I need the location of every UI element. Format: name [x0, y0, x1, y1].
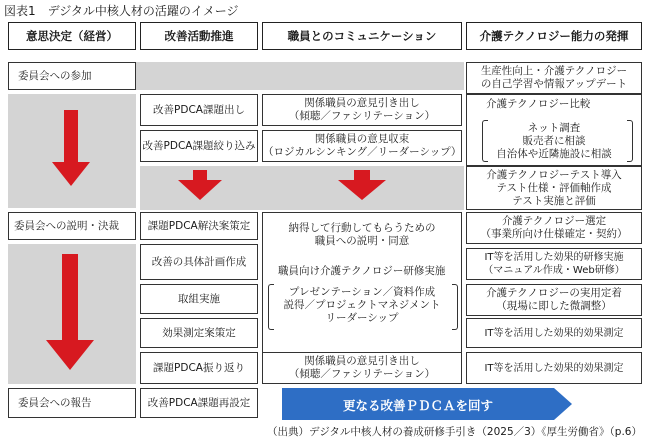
technology-t3-line2: テスト仕様・評価軸作成: [496, 181, 612, 194]
communication-c2-line1: 関係職員の意見収束: [314, 133, 410, 145]
down-arrow-communication: [338, 170, 386, 200]
down-arrow-improvement: [178, 170, 222, 200]
improvement-label-7: 課題PDCA振り返り: [153, 361, 245, 374]
technology-t1-line1: 生産性向上・介護テクノロジー: [480, 65, 628, 77]
decision-attend-label: 委員会への参加: [18, 70, 92, 82]
header-improvement: 改善活動推進: [140, 22, 258, 50]
improvement-label-1: 改善PDCA課題出し: [153, 103, 245, 116]
technology-t4-line1: 介護テクノロジー選定: [501, 215, 607, 227]
improvement-label-3: 課題PDCA解決案策定: [147, 219, 251, 232]
technology-t5-line2: （マニュアル作成・Web研修）: [483, 265, 625, 276]
technology-compare-item-3: 自治体や近隣施設に相談: [496, 148, 612, 160]
down-arrow-decision-2: [46, 254, 94, 370]
communication-c6-line2: （傾聴／ファシリテーション）: [288, 368, 436, 380]
pdca-banner-text: 更なる改善ＰＤＣＡを回す: [342, 398, 493, 413]
technology-compare-item-2: 販売者に相談: [522, 135, 586, 147]
technology-compare-title: 介護テクノロジー比較: [486, 98, 591, 110]
communication-c5-line2: 説得／プロジェクトマネジメント: [283, 299, 441, 311]
technology-t3-line1: 介護テクノロジーテスト導入: [486, 168, 622, 181]
technology-t4-line2: （事業所向け仕様確定・契約）: [480, 228, 628, 240]
improvement-label-5: 取組実施: [178, 292, 220, 305]
communication-c3-line2: 職員への説明・同意: [314, 235, 410, 247]
decision-report-label: 委員会への報告: [18, 397, 92, 409]
communication-c5-line1: プレゼンテーション／資料作成: [288, 286, 436, 298]
communication-c1-line2: （傾聴／ファシリテーション）: [288, 110, 436, 122]
down-arrow-decision-1: [52, 110, 90, 186]
technology-t1-line2: の自己学習や情報アップデート: [480, 78, 628, 90]
communication-c1-line1: 関係職員の意見引き出し: [304, 97, 420, 109]
technology-t6-line1: 介護テクノロジーの実用定着: [486, 287, 622, 299]
communication-c5-line3: リーダーシップ: [325, 312, 399, 324]
header-decision: 意思決定（経営）: [8, 22, 136, 50]
communication-c2-line2: （ロジカルシンキング／リーダーシップ）: [263, 146, 462, 158]
improvement-label-6: 効果測定案策定: [162, 326, 236, 339]
communication-training: 職員向け介護テクノロジー研修実施: [278, 265, 446, 277]
technology-t8-label: IT等を活用した効果的効果測定: [484, 362, 624, 374]
source-citation: （出典）デジタル中核人材の養成研修手引き（2025／3）《厚生労働省》（p.6）: [267, 426, 642, 438]
technology-t3-line3: テスト実施と評価: [512, 194, 596, 207]
header-technology: 介護テクノロジー能力の発揮: [466, 22, 642, 50]
communication-c3-line1: 納得して行動してもらうための: [288, 222, 436, 234]
improvement-label-2: 改善PDCA課題絞り込み: [142, 139, 256, 152]
improvement-label-8: 改善PDCA課題再設定: [147, 396, 251, 409]
technology-t7-label: IT等を活用した効果的効果測定: [484, 327, 624, 339]
technology-compare-item-1: ネット調査: [527, 122, 581, 134]
technology-t5-line1: IT等を活用した効果的研修実施: [484, 252, 624, 263]
header-communication: 職員とのコミュニケーション: [262, 22, 462, 50]
communication-c6-line1: 関係職員の意見引き出し: [304, 355, 420, 367]
decision-explain-label: 委員会への説明・決裁: [14, 220, 119, 232]
improvement-label-4: 改善の具体計画作成: [151, 255, 247, 268]
figure-title: 図表1 デジタル中核人材の活躍のイメージ: [4, 4, 239, 18]
technology-t6-line2: （現場に即した微調整）: [496, 300, 612, 312]
